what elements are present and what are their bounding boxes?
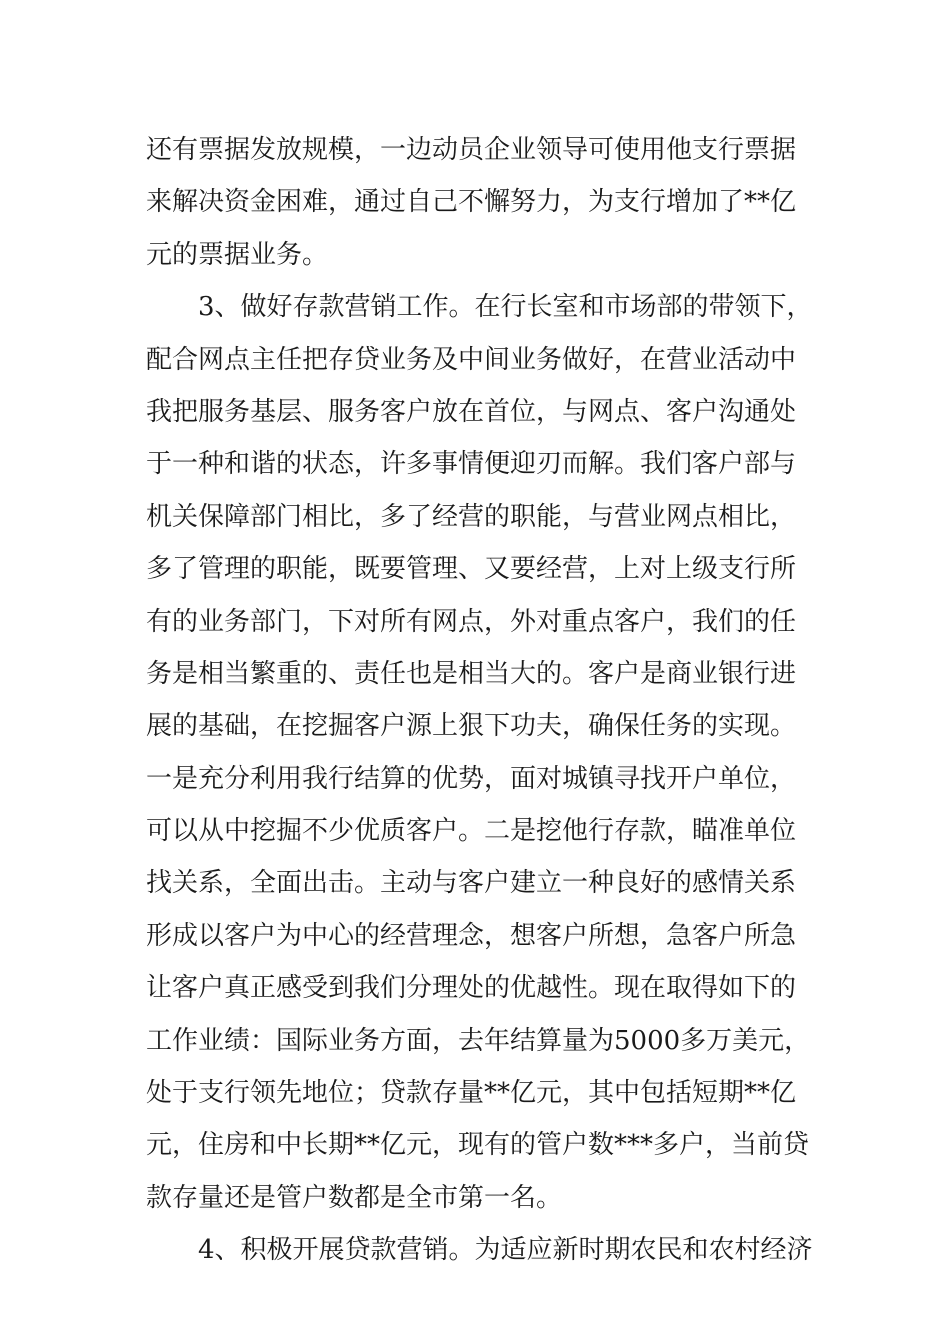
- text-line: 让客户真正感受到我们分理处的优越性。现在取得如下的: [146, 973, 797, 1004]
- text-line: 找关系，全面出击。主动与客户建立一种良好的感情关系: [146, 868, 797, 899]
- text-line: 配合网点主任把存贷业务及中间业务做好，在营业活动中: [146, 344, 797, 375]
- text-line: 还有票据发放规模，一边动员企业领导可使用他支行票据: [146, 135, 797, 165]
- text-line: 一是充分利用我行结算的优势，面对城镇寻找开户单位，: [146, 763, 797, 794]
- text-line: 工作业绩：国际业务方面，去年结算量为5000多万美元，: [146, 1025, 811, 1056]
- text-line: 机关保障部门相比，多了经营的职能，与营业网点相比，: [146, 501, 797, 532]
- text-line: 款存量还是管户数都是全市第一名。: [146, 1182, 563, 1213]
- text-line: 元的票据业务。: [146, 239, 329, 270]
- text-line: 有的业务部门，下对所有网点，外对重点客户，我们的任: [146, 606, 797, 637]
- text-line: 展的基础，在挖掘客户源上狠下功夫，确保任务的实现。: [146, 711, 797, 742]
- paragraph-start-line: 4、积极开展贷款营销。为适应新时期农民和农村经济: [198, 1235, 813, 1266]
- text-line: 来解决资金困难，通过自己不懈努力，为支行增加了**亿: [146, 187, 797, 218]
- text-line: 元，住房和中长期**亿元，现有的管户数***多户，当前贷: [146, 1130, 810, 1161]
- text-line: 形成以客户为中心的经营理念，想客户所想，急客户所急: [146, 920, 797, 951]
- text-line: 于一种和谐的状态，许多事情便迎刃而解。我们客户部与: [146, 449, 797, 480]
- body-text: [146, 124, 826, 1277]
- text-line: 务是相当繁重的、责任也是相当大的。客户是商业银行进: [146, 658, 797, 689]
- text-line: 我把服务基层、服务客户放在首位，与网点、客户沟通处: [146, 396, 797, 427]
- text-line: 可以从中挖掘不少优质客户。二是挖他行存款，瞄准单位: [146, 816, 797, 847]
- text-line: 多了管理的职能，既要管理、又要经营，上对上级支行所: [146, 554, 797, 585]
- paragraph-start-line: 3、做好存款营销工作。在行长室和市场部的带领下，: [198, 292, 813, 323]
- text-line: 处于支行领先地位；贷款存量**亿元，其中包括短期**亿: [146, 1078, 797, 1109]
